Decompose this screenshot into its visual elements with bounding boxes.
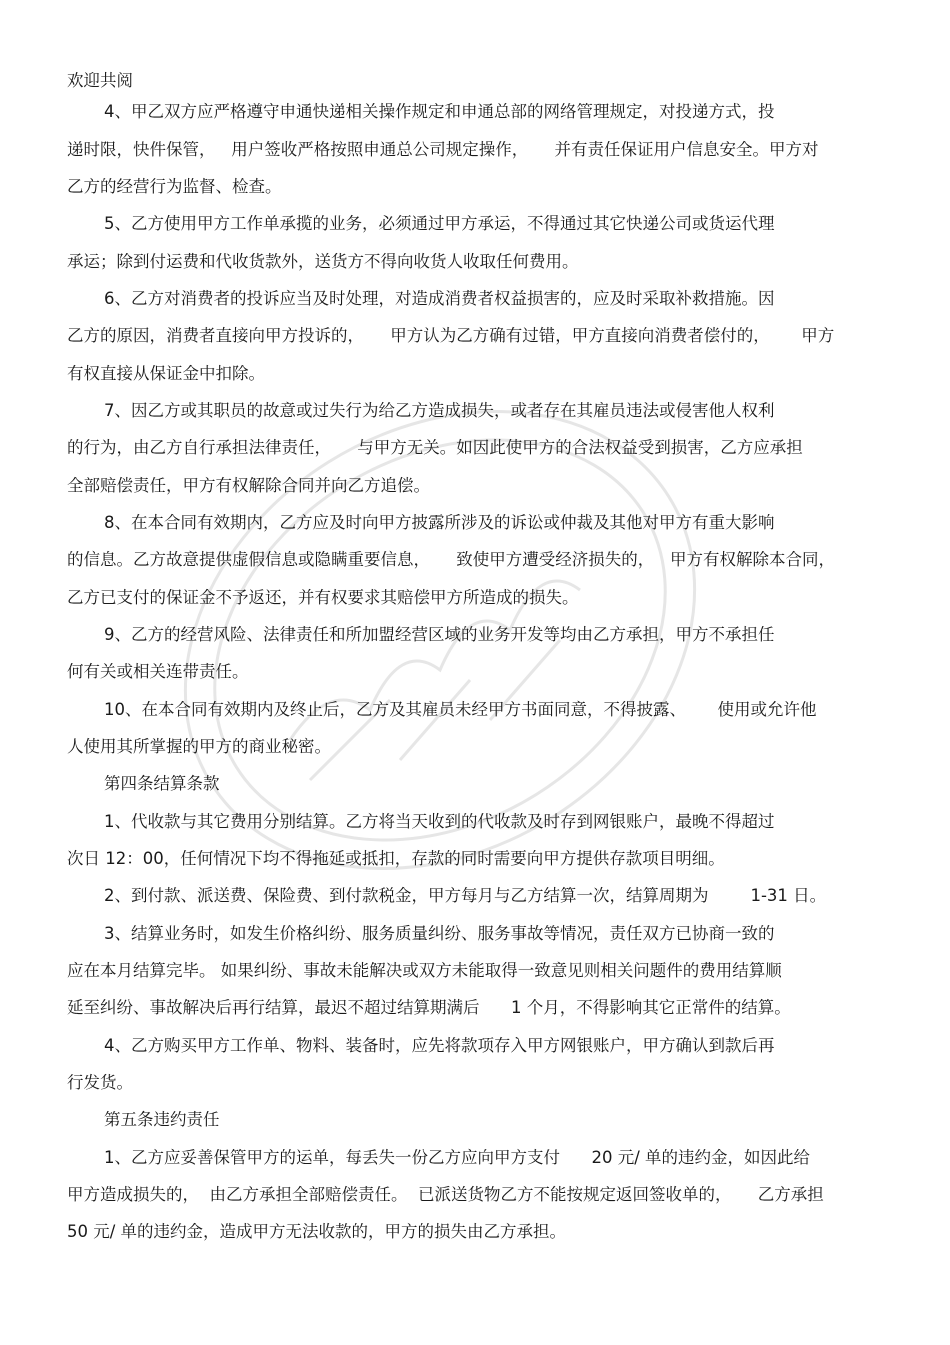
paragraph-line: 2、到付款、派送费、保险费、到付款税金，甲方每月与乙方结算一次，结算周期为 1-31 日。 [104,886,827,905]
paragraph-line: 1、代收款与其它费用分别结算。乙方将当天收到的代收款及时存到网银账户，最晚不得超过 [104,812,775,831]
paragraph-line: 3、结算业务时，如发生价格纠纷、服务质量纠纷、服务事故等情况，责任双方已协商一致的 [104,924,775,943]
section-heading: 第四条结算条款 [104,774,220,793]
paragraph-line: 7、因乙方或其职员的故意或过失行为给乙方造成损失，或者存在其雇员违法或侵害他人权利 [104,401,775,420]
paragraph-line: 应在本月结算完毕。 如果纠纷、事故未能解决或双方未能取得一致意见则相关问题件的费用结算顺 [67,961,782,980]
paragraph-line: 1、乙方应妥善保管甲方的运单，每丢失一份乙方应向甲方支付 20 元/ 单的违约金，如因此给 [104,1148,811,1167]
section-heading: 第五条违约责任 [104,1110,220,1129]
page-header: 欢迎共阅 [67,71,133,90]
paragraph-line: 的行为，由乙方自行承担法律责任， 与甲方无关。如因此使甲方的合法权益受到损害，乙方应承担 [67,438,803,457]
paragraph-line: 4、乙方购买甲方工作单、物料、装备时，应先将款项存入甲方网银账户，甲方确认到款后再 [104,1036,775,1055]
paragraph-line: 行发货。 [67,1073,133,1092]
paragraph-line: 9、乙方的经营风险、法律责任和所加盟经营区域的业务开发等均由乙方承担，甲方不承担任 [104,625,775,644]
paragraph-line: 承运；除到付运费和代收货款外，送货方不得向收货人收取任何费用。 [67,252,579,271]
paragraph-line: 次日 12：00，任何情况下均不得拖延或抵扣，存款的同时需要向甲方提供存款项目明细。 [67,849,725,868]
paragraph-line: 甲方造成损失的， 由乙方承担全部赔偿责任。 已派送货物乙方不能按规定返回签收单的， 乙方承担 [67,1185,824,1204]
paragraph-line: 6、乙方对消费者的投诉应当及时处理，对造成消费者权益损害的，应及时采取补救措施。因 [104,289,775,308]
paragraph-line: 4、甲乙双方应严格遵守申通快递相关操作规定和申通总部的网络管理规定，对投递方式，投 [104,102,775,121]
paragraph-line: 8、在本合同有效期内，乙方应及时向甲方披露所涉及的诉讼或仲裁及其他对甲方有重大影响 [104,513,775,532]
paragraph-line: 乙方的经营行为监督、检查。 [67,177,282,196]
paragraph-line: 延至纠纷、事故解决后再行结算，最迟不超过结算期满后 1 个月，不得影响其它正常件的结算。 [67,998,791,1017]
paragraph-line: 人使用其所掌握的甲方的商业秘密。 [67,737,331,756]
paragraph-line: 乙方已支付的保证金不予返还，并有权要求其赔偿甲方所造成的损失。 [67,588,579,607]
paragraph-line: 乙方的原因，消费者直接向甲方投诉的， 甲方认为乙方确有过错，甲方直接向消费者偿付的， 甲方 [67,326,835,345]
paragraph-line: 5、乙方使用甲方工作单承揽的业务，必须通过甲方承运，不得通过其它快递公司或货运代理 [104,214,775,233]
paragraph-line: 50 元/ 单的违约金，造成甲方无法收款的，甲方的损失由乙方承担。 [67,1222,567,1241]
paragraph-line: 何有关或相关连带责任。 [67,662,249,681]
paragraph-line: 递时限，快件保管， 用户签收严格按照申通总公司规定操作， 并有责任保证用户信息安全。甲方对 [67,140,819,159]
paragraph-line: 10、在本合同有效期内及终止后，乙方及其雇员未经甲方书面同意，不得披露、 使用或允许他 [104,700,817,719]
paragraph-line: 有权直接从保证金中扣除。 [67,364,265,383]
paragraph-line: 的信息。乙方故意提供虚假信息或隐瞒重要信息， 致使甲方遭受经济损失的， 甲方有权解除本合同， [67,550,835,569]
paragraph-line: 全部赔偿责任，甲方有权解除合同并向乙方追偿。 [67,476,430,495]
